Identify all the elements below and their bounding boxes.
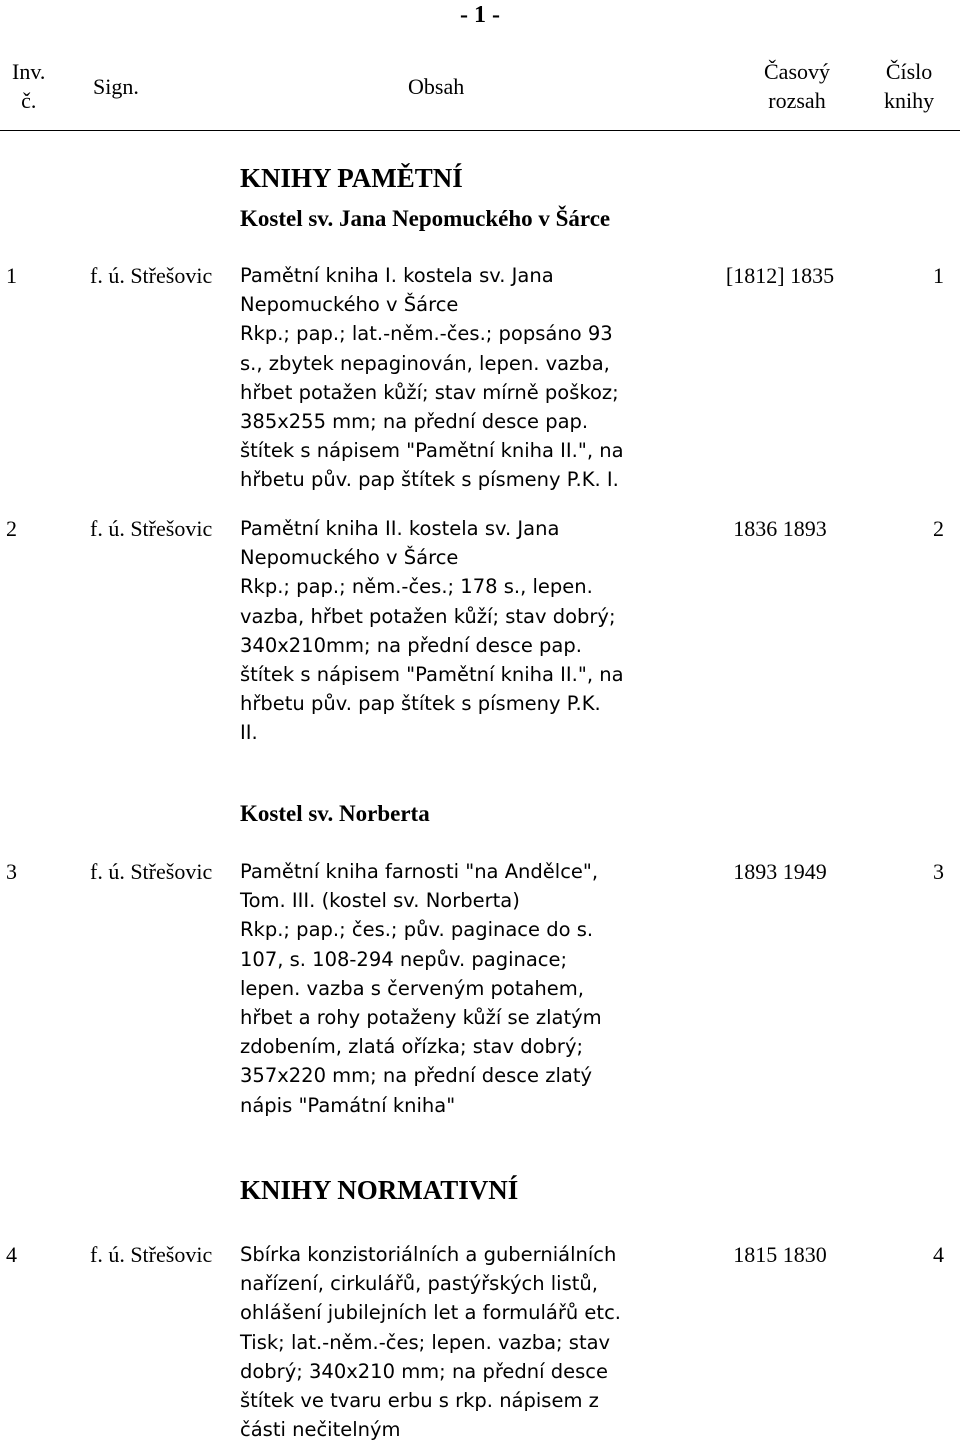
entry-1-inv: 1 [6, 263, 17, 288]
header-sign: Sign. [93, 74, 139, 99]
entry-1-line: hřbet potažen kůží; stav mírně poškoz; [240, 380, 619, 404]
entry-1-line: s., zbytek nepaginován, lepen. vazba, [240, 351, 610, 375]
entry-2-line: hřbetu pův. pap štítek s písmeny P.K. [240, 692, 601, 716]
section-title-kostel-jana: Kostel sv. Jana Nepomuckého v Šárce [240, 206, 611, 231]
section-title-kostel-norberta: Kostel sv. Norberta [240, 801, 430, 826]
header-casovy-line2: rozsah [768, 88, 826, 113]
entry-2-range: 1836 1893 [733, 516, 827, 541]
entry-2-line: Pamětní kniha II. kostela sv. Jana [240, 517, 560, 540]
entry-2-sign: f. ú. Střešovic [90, 516, 213, 541]
entry-4-line: části nečitelným [240, 1418, 401, 1442]
entry-4-line: Sbírka konzistoriálních a guberniálních [240, 1243, 617, 1266]
entry-1-line: Pamětní kniha I. kostela sv. Jana [240, 264, 554, 287]
entry-2-line: vazba, hřbet potažen kůží; stav dobrý; [240, 604, 616, 628]
entry-1-line: Nepomuckého v Šárce [240, 293, 459, 317]
entry-1-line: Rkp.; pap.; lat.-něm.-čes.; popsáno 93 [240, 322, 613, 346]
entry-3-line: nápis "Památní kniha" [240, 1093, 456, 1117]
entry-3-line: 107, s. 108-294 nepův. paginace; [240, 947, 568, 971]
entry-4-content [240, 1240, 621, 1444]
entry-4-range: 1815 1830 [733, 1242, 827, 1267]
header-cislo-line1: Číslo [885, 59, 933, 84]
header-obsah: Obsah [408, 74, 465, 99]
entry-4-line: nařízení, cirkulářů, pastýřských listů, [240, 1272, 598, 1296]
entry-2-book-number: 2 [933, 516, 944, 541]
entry-2-line: Rkp.; pap.; něm.-čes.; 178 s., lepen. [240, 575, 593, 599]
entry-2-line: štítek s nápisem "Pamětní kniha II.", na [240, 663, 624, 687]
entry-2-line: 340x210mm; na přední desce pap. [240, 633, 582, 657]
entry-4-line: Tisk; lat.-něm.-čes; lepen. vazba; stav [240, 1330, 611, 1354]
entry-3-range: 1893 1949 [733, 859, 827, 884]
header-inv-line1: Inv. [12, 59, 46, 84]
section-title-knihy-normativni: KNIHY NORMATIVNÍ [240, 1175, 519, 1205]
entry-3-book-number: 3 [933, 859, 944, 884]
entry-1-line: štítek s nápisem "Pamětní kniha II.", na [240, 439, 624, 463]
entry-4-inv: 4 [6, 1242, 17, 1267]
entry-4-sign: f. ú. Střešovic [90, 1242, 213, 1267]
header-cislo-line2: knihy [884, 88, 935, 113]
entry-3-line: hřbet a rohy potaženy kůží se zlatým [240, 1006, 602, 1030]
entry-3-line: Tom. III. (kostel sv. Norberta) [240, 889, 520, 913]
header-casovy-line1: Časový [764, 59, 830, 84]
entry-1-line: hřbetu pův. pap štítek s písmeny P.K. I. [240, 468, 619, 492]
entry-3-content [240, 857, 602, 1120]
entry-3-line: lepen. vazba s červeným potahem, [240, 976, 584, 1000]
entry-3-sign: f. ú. Střešovic [90, 859, 213, 884]
header-inv [12, 57, 45, 115]
header-divider [0, 130, 960, 131]
entry-2-content [240, 514, 624, 748]
page-number: - 1 - [460, 2, 500, 28]
entry-2-line: II. [240, 721, 258, 745]
entry-4-line: dobrý; 340x210 mm; na přední desce [240, 1359, 609, 1383]
entry-1-book-number: 1 [933, 263, 944, 288]
header-cislo-knihy [884, 57, 934, 115]
entry-3-line: zdobením, zlatá ořízka; stav dobrý; [240, 1035, 584, 1059]
entry-3-line: Pamětní kniha farnosti "na Andělce", [240, 860, 599, 883]
entry-4-line: ohlášení jubilejních let a formulářů etc. [240, 1301, 621, 1325]
entry-1-range: [1812] 1835 [725, 263, 835, 288]
header-inv-line2: č. [21, 88, 37, 113]
entry-2-inv: 2 [6, 516, 17, 541]
entry-2-line: Nepomuckého v Šárce [240, 546, 459, 570]
section-title-knihy-pametni: KNIHY PAMĚTNÍ [240, 163, 463, 193]
entry-1-content [240, 261, 624, 495]
entry-1-line: 385x255 mm; na přední desce pap. [240, 410, 589, 434]
entry-3-line: Rkp.; pap.; čes.; pův. paginace do s. [240, 918, 594, 942]
entry-3-inv: 3 [6, 859, 17, 884]
entry-3-line: 357x220 mm; na přední desce zlatý [240, 1064, 592, 1088]
entry-4-line: štítek ve tvaru erbu s rkp. nápisem z [240, 1389, 599, 1413]
header-casovy-rozsah [764, 57, 830, 115]
entry-1-sign: f. ú. Střešovic [90, 263, 213, 288]
entry-4-book-number: 4 [933, 1242, 944, 1267]
